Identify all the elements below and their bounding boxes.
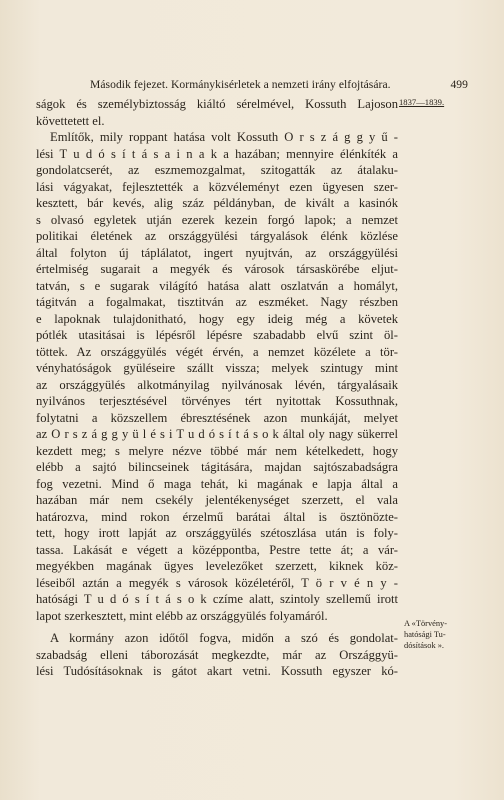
text-line: töttek. Az országgyülés végét érvén, a nemzet közélete a tör- (36, 344, 398, 359)
text-line: által folyton új táplálatot, ingert nyujtván, az országgyülési (36, 245, 398, 260)
text-line: Említők, mily roppant hatása volt Kossuth O r s z á g g y ű - (50, 130, 398, 144)
margin-note-line: hatósági Tu- (404, 630, 446, 639)
text-line: követtetett el. (36, 113, 105, 128)
text-line: tett, hogy irott lapját az országgyülés szétoszlása után is foly- (36, 526, 398, 540)
text-line: hazában már nem csekély jelentékenységet szerzett, el vala (36, 493, 398, 507)
text-line: lási vágyakat, fejlesztették a közvéleményt ezen ügyesen szer- (36, 179, 398, 194)
text-line: vényhatóságok gyüléseire szállt vissza; melyek szintugy mint (36, 361, 398, 375)
text-line: e lapoknak tulajdonitható, hogy egy ideig még a követek (36, 311, 398, 326)
text-line: léseiből aztán a megyék s városok közéletéről, T ö r v é n y - (36, 575, 398, 590)
text-line: értelmiség sugarait a megyék és városok társaskörébe eljut- (36, 262, 398, 276)
text-line: fog vezetni. Mind ő maga tehát, ki magának e lapja által a (36, 476, 398, 491)
text-line: határozva, mind rokon érzelmű barátai által is ösztönözte- (36, 509, 398, 524)
text-line: lési T u d ó s í t á s a i n a k a hazában; mennyire élénkíték a (36, 146, 398, 161)
text-line: lapot szerkesztett, mint elébb az országgyülés folyamáról. (36, 608, 328, 623)
running-header (28, 78, 468, 91)
text-line: kezdett meg; s melyre nézve többé már nem kételkedett, hogy (36, 443, 398, 458)
chapter-title: Második fejezet. Kormánykisérletek a nemzeti irány elfojtására. (90, 78, 391, 91)
text-line: s olvasó egyletek utján ezerek kezein forgó lapok; a nemzet (36, 212, 398, 227)
margin-note-line: dósítások ». (404, 641, 445, 650)
text-line: tatván, s e sugarak világító hatása alatt oszlatván a homályt, (36, 278, 398, 293)
text-line: tassa. Lakását e végett a középpontba, Pestre tette át; a vár- (36, 542, 398, 557)
text-line: nyilvános terjesztésével törvényes tért nyitottak Kossuthnak, (36, 394, 398, 408)
text-line: elébb a sajtó bilincseinek tágitására, majdan sajtószabadságra (36, 460, 398, 474)
text-line: hatósági T u d ó s í t á s o k czíme alatt, szintoly szellemű irott (36, 592, 398, 606)
text-line: tágitván a fogalmakat, tisztitván az eszméket. Nagy részben (36, 295, 398, 309)
margin-note (404, 618, 474, 651)
text-line: politikai életének az országgyülési tárgyalások élénk közlése (36, 229, 398, 243)
text-line: pótlék utasitásai is lépésről lépésre szabadabb elvű szint öl- (36, 328, 398, 342)
page-number: 499 (450, 78, 468, 91)
margin-years: 1837—1839. (399, 97, 445, 107)
text-line: az országgyülés alkotmányilag nyilvánosak lévén, tárgyalásaik (36, 377, 398, 392)
text-line: az O r s z á g g y ü l é s i T u d ó s í t á s o k által oly nagy sükerrel (36, 427, 398, 441)
text-line: megyékben magának ügyes levelezőket szerzett, kiknek köz- (36, 559, 398, 573)
text-line: lési Tudósításoknak is gátot akart vetni. Kossuth egyszer kó- (36, 664, 398, 678)
text-line: gondolatcserét, az eszmemozgalmat, szitogatták az átalaku- (36, 163, 398, 177)
text-line: kesztett, bár kevés, alig száz példányban, de kivált a kasinók (36, 196, 398, 210)
text-line: szabadság elleni táborozását megkezdte, már az Országgyü- (36, 647, 398, 662)
margin-note-line: A «Törvény- (404, 619, 448, 628)
text-line: ságok és személybiztosság kiáltó sérelmével, Kossuth Lajoson (36, 97, 398, 111)
body-text (36, 96, 398, 680)
text-line: folytatni a közszellem ébresztésének azon munkáját, melyet (36, 410, 398, 425)
text-line: A kormány azon időtől fogva, midőn a szó és gondolat- (50, 631, 398, 645)
